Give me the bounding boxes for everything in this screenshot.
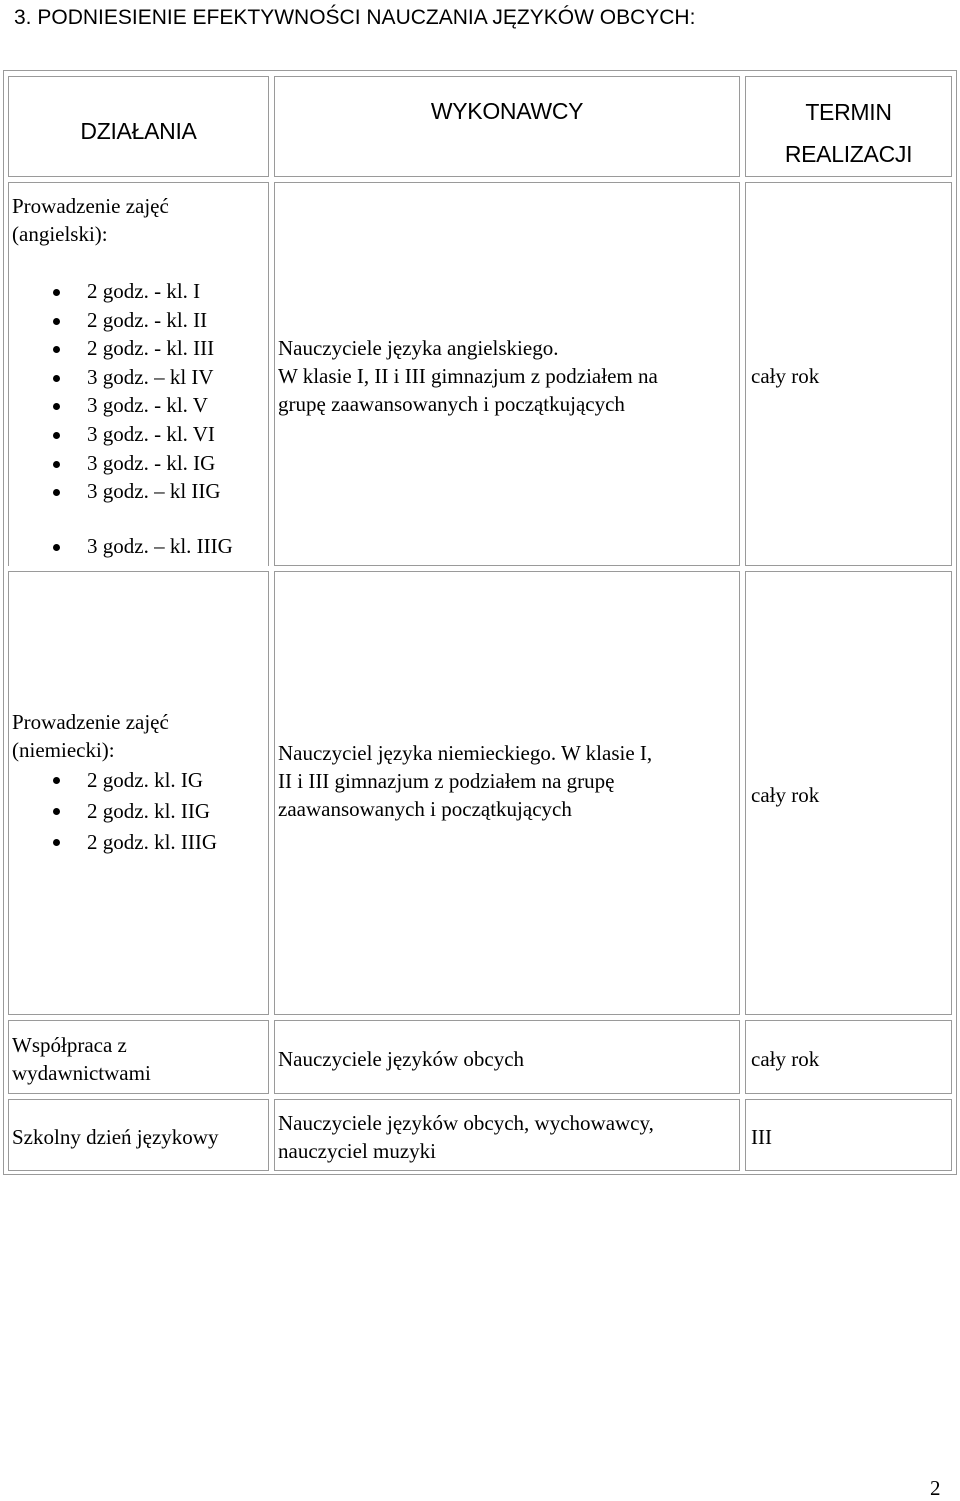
german-term: cały rok bbox=[751, 783, 820, 807]
row-languageday-actions bbox=[8, 1099, 269, 1171]
list-item: 2 godz. - kl. III bbox=[87, 334, 221, 363]
row-german-term bbox=[745, 571, 952, 1015]
languageday-term: III bbox=[751, 1125, 772, 1149]
row-english-term bbox=[745, 182, 952, 566]
row-publishers-term bbox=[745, 1020, 952, 1094]
list-item: 2 godz. kl. IIG bbox=[87, 796, 217, 827]
row-publishers-performers bbox=[274, 1020, 740, 1094]
list-item: 2 godz. - kl. II bbox=[87, 306, 221, 335]
german-hours-list bbox=[87, 765, 217, 858]
list-item: 3 godz. – kl IV bbox=[87, 363, 221, 392]
header-actions: DZIAŁANIA bbox=[80, 118, 197, 144]
german-performer-line3: zaawansowanych i początkujących bbox=[278, 797, 572, 821]
list-item: 3 godz. - kl. IG bbox=[87, 449, 221, 478]
row-publishers-actions bbox=[8, 1020, 269, 1094]
german-title-line2: (niemiecki): bbox=[12, 738, 115, 762]
list-item: 3 godz. – kl. IIIG bbox=[87, 534, 233, 558]
english-performer-line2: W klasie I, II i III gimnazjum z podziałem na bbox=[278, 364, 658, 388]
publishers-term: cały rok bbox=[751, 1047, 820, 1071]
row-english-actions bbox=[8, 182, 269, 566]
list-item: 2 godz. - kl. I bbox=[87, 277, 221, 306]
languageday-performer-line2: nauczyciel muzyki bbox=[278, 1139, 437, 1163]
german-performer-line2: II i III gimnazjum z podziałem na grupę bbox=[278, 769, 615, 793]
english-term: cały rok bbox=[751, 364, 820, 388]
section-heading: 3. PODNIESIENIE EFEKTYWNOŚCI NAUCZANIA JĘZYKÓW OBCYCH: bbox=[14, 6, 696, 29]
header-cell-actions bbox=[8, 76, 269, 177]
list-item: 2 godz. kl. IG bbox=[87, 765, 217, 796]
row-german-actions bbox=[8, 571, 269, 1015]
publishers-performer: Nauczyciele języków obcych bbox=[278, 1047, 525, 1071]
english-title-line1: Prowadzenie zajęć bbox=[12, 194, 169, 218]
row-english-performers bbox=[274, 182, 740, 566]
languageday-action: Szkolny dzień językowy bbox=[12, 1125, 219, 1149]
list-item: 3 godz. - kl. VI bbox=[87, 420, 221, 449]
list-item: 3 godz. - kl. V bbox=[87, 391, 221, 420]
list-item: 2 godz. kl. IIIG bbox=[87, 827, 217, 858]
header-cell-performers bbox=[274, 76, 740, 177]
english-hours-list-last bbox=[87, 532, 233, 560]
languageday-performer-line1: Nauczyciele języków obcych, wychowawcy, bbox=[278, 1111, 654, 1135]
row-german-performers bbox=[274, 571, 740, 1015]
page-number: 2 bbox=[930, 1476, 941, 1500]
header-cell-term bbox=[745, 76, 952, 177]
publishers-action-line2: wydawnictwami bbox=[12, 1061, 151, 1085]
publishers-action-line1: Współpraca z bbox=[12, 1033, 127, 1057]
english-performer-line3: grupę zaawansowanych i początkujących bbox=[278, 392, 625, 416]
german-title-line1: Prowadzenie zajęć bbox=[12, 710, 169, 734]
list-item: 3 godz. – kl IIG bbox=[87, 477, 221, 506]
english-hours-list bbox=[87, 277, 221, 506]
row-languageday-performers bbox=[274, 1099, 740, 1171]
header-performers: WYKONAWCY bbox=[430, 98, 584, 124]
german-performer-line1: Nauczyciel języka niemieckiego. W klasie I, bbox=[278, 741, 653, 765]
row-languageday-term bbox=[745, 1099, 952, 1171]
header-term-line1: TERMIN bbox=[805, 99, 892, 125]
english-performer-line1: Nauczyciele języka angielskiego. bbox=[278, 336, 559, 360]
header-term-line2: REALIZACJI bbox=[784, 141, 913, 167]
english-title-line2: (angielski): bbox=[12, 222, 108, 246]
